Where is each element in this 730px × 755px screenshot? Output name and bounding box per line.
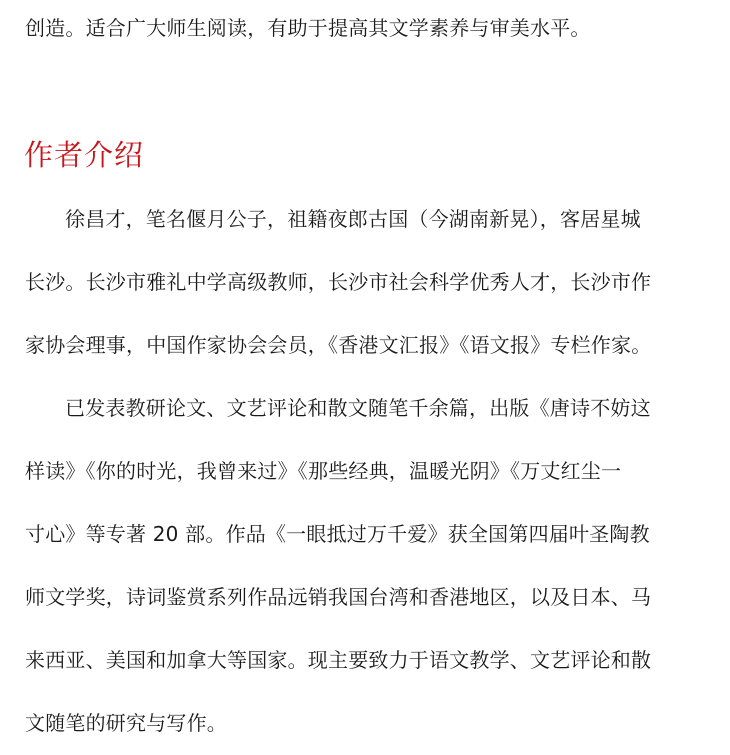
paragraph-line: 长沙。长沙市雅礼中学高级教师，长沙市社会科学优秀人才，长沙市作 bbox=[25, 270, 652, 294]
paragraph-line: 样读》《你的时光，我曾来过》《那些经典，温暖光阴》《万丈红尘一 bbox=[25, 459, 622, 483]
paragraph-line: 来西亚、美国和加拿大等国家。现主要致力于语文教学、文艺评论和散 bbox=[25, 648, 652, 672]
section-heading: 作者介绍 bbox=[24, 138, 145, 172]
paragraph-line: 家协会理事，中国作家协会会员，《香港文汇报》《语文报》专栏作家。 bbox=[25, 333, 652, 357]
paragraph-line: 已发表教研论文、文艺评论和散文随笔千余篇，出版《唐诗不妨这 bbox=[65, 396, 651, 420]
paragraph-line: 徐昌才，笔名偃月公子，祖籍夜郎古国（今湖南新晃），客居星城 bbox=[65, 207, 641, 231]
paragraph-line: 寸心》等专著 20 部。作品《一眼抵过万千爱》获全国第四届叶圣陶教 bbox=[25, 522, 650, 546]
paragraph-line: 文随笔的研究与写作。 bbox=[25, 711, 227, 735]
paragraph-line: 师文学奖，诗词鉴赏系列作品远销我国台湾和香港地区，以及日本、马 bbox=[25, 585, 652, 609]
intro-last-line: 创造。适合广大师生阅读，有助于提高其文学素养与审美水平。 bbox=[25, 16, 591, 40]
